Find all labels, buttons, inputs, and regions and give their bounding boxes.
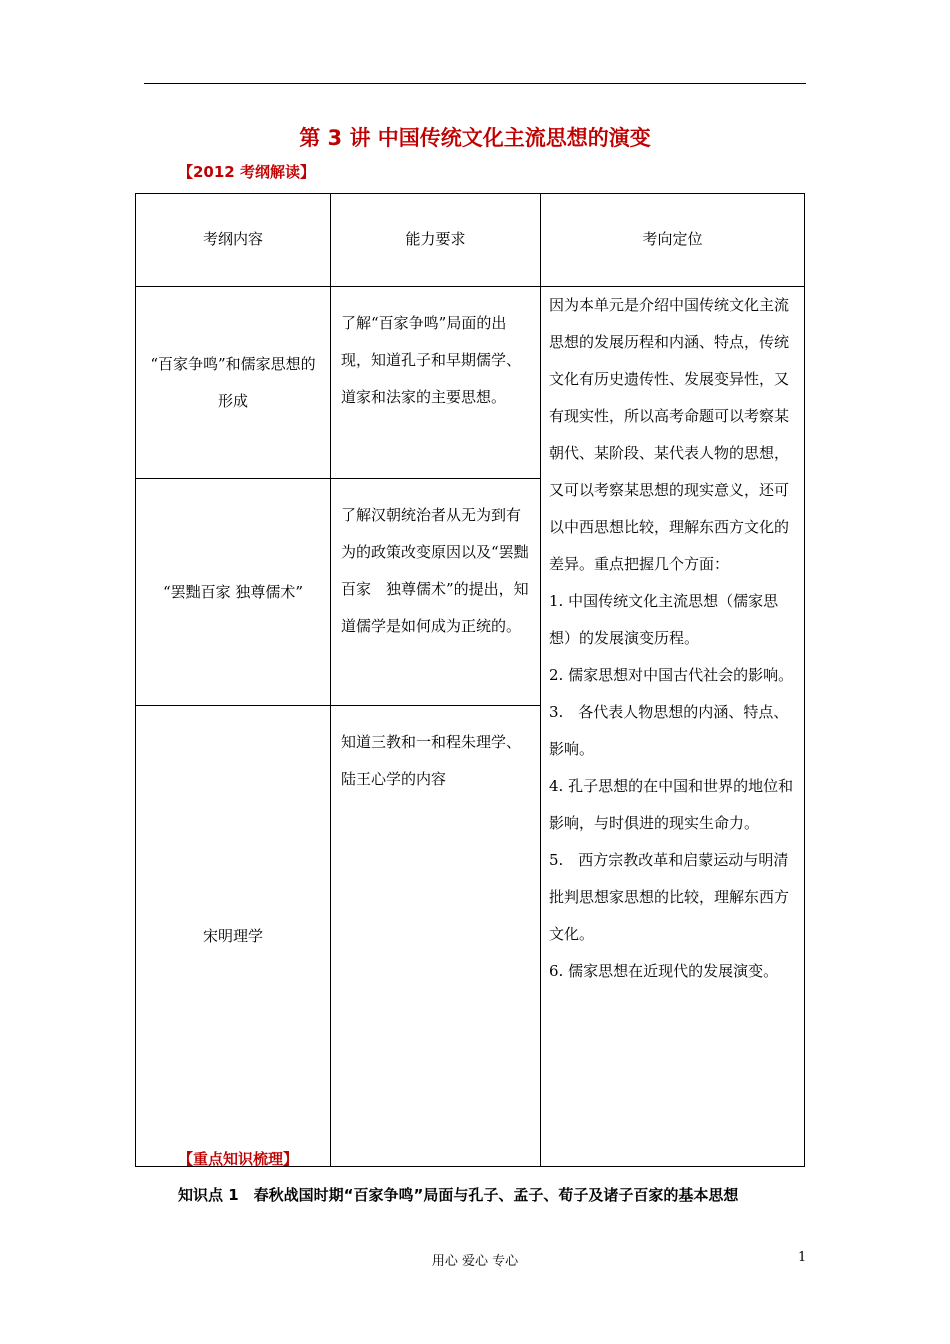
orientation-point: 5. 西方宗教改革和启蒙运动与明清批判思想家思想的比较，理解东西方文化。: [549, 851, 790, 943]
syllabus-table: [135, 193, 805, 1167]
orientation-point: 4. 孔子思想的在中国和世界的地位和影响，与时俱进的现实生命力。: [549, 777, 794, 832]
row-ability: 了解汉朝统治者从无为到有为的政策改变原因以及“罢黜百家 独尊儒术”的提出，知道儒学是如何成为正统的。: [331, 479, 541, 706]
table-header-row: [136, 194, 805, 287]
orientation-point: 1. 中国传统文化主流思想（儒家思想）的发展演变历程。: [549, 592, 779, 647]
header-ability: 能力要求: [331, 194, 541, 287]
knowledge-point-heading: 知识点 1 春秋战国时期“百家争鸣”局面与孔子、孟子、荀子及诸子百家的基本思想: [178, 1186, 739, 1204]
section-heading-syllabus: 【2012 考纲解读】: [178, 163, 315, 181]
header-rule: [144, 83, 806, 84]
row-ability: 知道三教和一和程朱理学、陆王心学的内容: [331, 706, 541, 1167]
orientation-point: 2. 儒家思想对中国古代社会的影响。: [549, 666, 794, 684]
page-number: 1: [798, 1250, 807, 1265]
orientation-point: 6. 儒家思想在近现代的发展演变。: [549, 962, 779, 980]
table-row: [136, 287, 805, 479]
orientation-point: 3. 各代表人物思想的内涵、特点、影响。: [549, 703, 789, 758]
header-orientation: 考向定位: [541, 194, 805, 287]
header-content: 考纲内容: [136, 194, 331, 287]
orientation-intro: 因为本单元是介绍中国传统文化主流思想的发展历程和内涵、特点，传统文化有历史遗传性、发展变异性，又有现实性，所以高考命题可以考察某朝代、某阶段、某代表人物的思想，又可以考察某思想的现实意义，还可以中西思想比较，理解东西方文化的差异。重点把握几个方面：: [549, 296, 790, 573]
section-heading-knowledge: 【重点知识梳理】: [178, 1150, 299, 1168]
row-content: “百家争鸣”和儒家思想的形成: [136, 287, 331, 479]
row-ability: 了解“百家争鸣”局面的出现，知道孔子和早期儒学、道家和法家的主要思想。: [331, 287, 541, 479]
orientation-cell: [541, 287, 805, 1167]
row-content: “罢黜百家 独尊儒术”: [136, 479, 331, 706]
row-content: 宋明理学: [136, 706, 331, 1167]
page-footer: 用心 爱心 专心: [431, 1254, 519, 1269]
page-title: 第 3 讲 中国传统文化主流思想的演变: [299, 126, 651, 150]
